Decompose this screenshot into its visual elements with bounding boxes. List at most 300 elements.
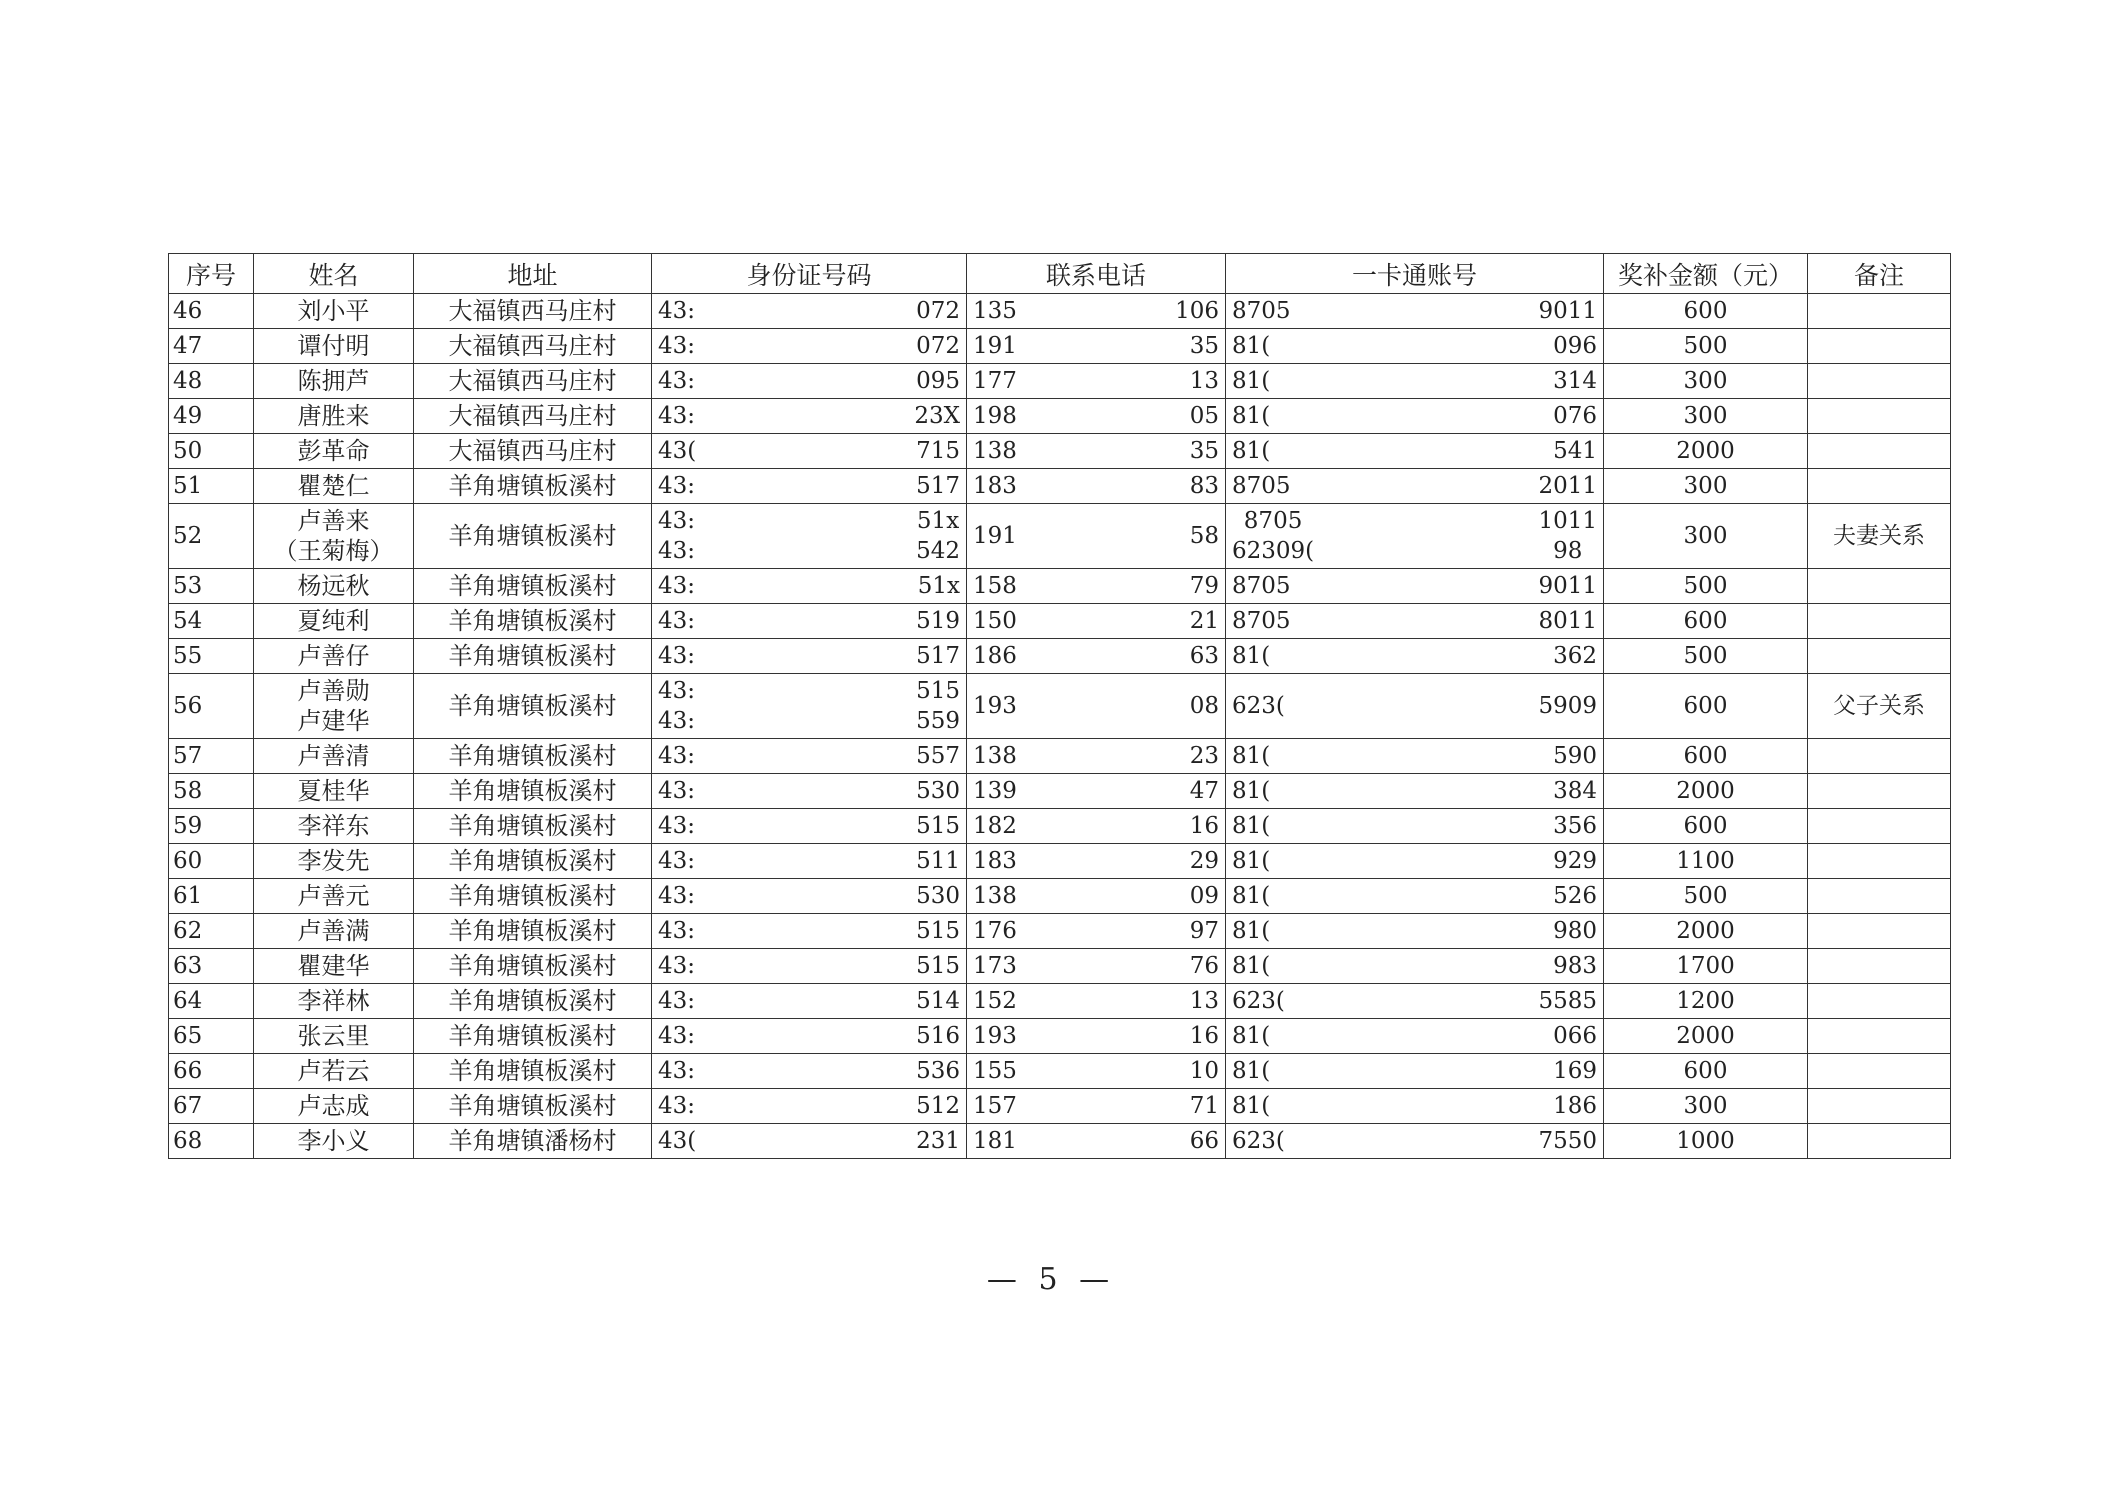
cell-id-number [652,674,967,739]
cell-id-number-wrap [652,604,966,638]
cell-name: 杨远秋 [254,569,414,604]
cell-phone-start: 138 [973,438,1017,464]
cell-amount: 1700 [1604,949,1808,984]
cell-name-2: （王菊梅） [273,537,394,565]
cell-id-number [652,984,967,1019]
cell-id-number-start: 43: [658,403,696,429]
cell-card-account-end: 980 [1553,918,1597,944]
cell-note [1808,739,1951,774]
cell-card-account-start: 81( [1232,333,1271,359]
cell-card-account [1226,879,1604,914]
cell-id-number-start: 43: [658,608,696,634]
cell-phone-start: 193 [973,1023,1017,1049]
cell-seq: 65 [169,1019,254,1054]
cell-card-account [1226,434,1604,469]
cell-seq: 55 [169,639,254,674]
cell-card-account-end [1538,506,1597,566]
cell-id-number [652,809,967,844]
cell-id-number-start: 43: [658,1058,696,1084]
cell-id-number [652,844,967,879]
cell-card-account-start: 81( [1232,1023,1271,1049]
cell-phone-wrap [967,604,1225,638]
cell-card-account-start: 81( [1232,743,1271,769]
cell-card-account-end: 541 [1553,438,1597,464]
cell-address: 羊角塘镇板溪村 [414,674,652,739]
table-row [169,914,1951,949]
cell-card-account-wrap [1226,844,1603,878]
cell-id-number-end: 515 [916,813,960,839]
cell-id-number-end-1: 515 [916,678,960,704]
cell-phone-end: 71 [1189,1093,1219,1119]
cell-phone-start: 155 [973,1058,1017,1084]
cell-phone [967,844,1226,879]
cell-note [1808,469,1951,504]
cell-id-number-end-2: 559 [916,708,960,734]
cell-card-account-end: 526 [1553,883,1597,909]
cell-card-account-start: 81( [1232,368,1271,394]
cell-phone-wrap [967,844,1225,878]
cell-amount: 2000 [1604,914,1808,949]
cell-note [1808,604,1951,639]
cell-phone-end: 76 [1189,953,1219,979]
cell-name: 李小义 [254,1124,414,1159]
cell-seq: 61 [169,879,254,914]
cell-phone [967,364,1226,399]
cell-seq: 68 [169,1124,254,1159]
cell-phone-start: 152 [973,988,1017,1014]
cell-seq: 63 [169,949,254,984]
cell-phone-wrap [967,399,1225,433]
cell-id-number [652,1054,967,1089]
cell-card-account-start: 81( [1232,1058,1271,1084]
cell-card-account-wrap [1226,639,1603,673]
cell-seq: 66 [169,1054,254,1089]
cell-id-number-end: 516 [916,1023,960,1049]
cell-card-account-start-2: 62309( [1232,538,1315,564]
cell-id-number-wrap [652,504,966,568]
cell-phone [967,809,1226,844]
cell-card-account-end: 5909 [1538,693,1597,719]
cell-phone-end: 66 [1189,1128,1219,1154]
cell-seq: 54 [169,604,254,639]
cell-phone [967,1054,1226,1089]
table-row [169,364,1951,399]
cell-id-number-start-1: 43: [658,678,696,704]
cell-phone-wrap [967,1019,1225,1053]
cell-id-number-wrap [652,1054,966,1088]
cell-card-account-wrap [1226,469,1603,503]
cell-name: 夏纯利 [254,604,414,639]
cell-phone-end: 08 [1189,693,1219,719]
cell-id-number-start: 43: [658,368,696,394]
cell-id-number-start: 43: [658,883,696,909]
cell-name: 李发先 [254,844,414,879]
cell-address: 羊角塘镇板溪村 [414,914,652,949]
cell-amount: 2000 [1604,774,1808,809]
table-row [169,1054,1951,1089]
cell-seq: 67 [169,1089,254,1124]
cell-amount: 300 [1604,504,1808,569]
cell-address: 羊角塘镇板溪村 [414,809,652,844]
cell-name: 瞿楚仁 [254,469,414,504]
cell-note: 父子关系 [1808,674,1951,739]
cell-card-account-wrap [1226,364,1603,398]
header-note: 备注 [1808,254,1951,294]
cell-id-number-start: 43( [658,438,697,464]
cell-card-account-start: 81( [1232,778,1271,804]
cell-amount: 600 [1604,1054,1808,1089]
cell-phone-start: 139 [973,778,1017,804]
cell-name: 卢善元 [254,879,414,914]
cell-amount: 600 [1604,809,1808,844]
cell-phone-start: 138 [973,883,1017,909]
cell-card-account [1226,914,1604,949]
cell-id-number-end: 072 [916,333,960,359]
cell-amount: 2000 [1604,434,1808,469]
cell-card-account [1226,674,1604,739]
cell-address: 羊角塘镇板溪村 [414,739,652,774]
cell-phone-start: 198 [973,403,1017,429]
header-name: 姓名 [254,254,414,294]
header-phone: 联系电话 [967,254,1226,294]
cell-id-number-wrap [652,399,966,433]
cell-phone [967,914,1226,949]
cell-amount: 600 [1604,739,1808,774]
cell-phone-end: 10 [1189,1058,1219,1084]
cell-card-account-end-2: 98 [1553,538,1583,564]
cell-card-account-end: 9011 [1538,298,1597,324]
cell-id-number-end: 557 [916,743,960,769]
cell-note [1808,639,1951,674]
cell-name-2: 卢建华 [297,707,370,735]
cell-id-number-start: 43: [658,988,696,1014]
cell-card-account-end: 7550 [1538,1128,1597,1154]
cell-card-account-end: 362 [1553,643,1597,669]
cell-address: 羊角塘镇板溪村 [414,879,652,914]
cell-id-number-end: 517 [916,473,960,499]
cell-amount: 300 [1604,399,1808,434]
cell-phone-wrap [967,329,1225,363]
cell-address: 羊角塘镇板溪村 [414,639,652,674]
cell-card-account-wrap [1226,914,1603,948]
cell-phone-wrap [967,879,1225,913]
cell-id-number [652,329,967,364]
cell-card-account-wrap [1226,399,1603,433]
cell-card-account [1226,639,1604,674]
cell-phone-wrap [967,504,1225,568]
cell-id-number-end [916,506,960,566]
header-row [169,254,1951,294]
cell-phone [967,879,1226,914]
cell-amount: 300 [1604,469,1808,504]
cell-id-number-wrap [652,774,966,808]
cell-name: 李祥东 [254,809,414,844]
cell-seq: 47 [169,329,254,364]
cell-card-account-start: 623( [1232,693,1285,719]
cell-id-number-start: 43: [658,643,696,669]
cell-card-account-wrap [1226,879,1603,913]
cell-card-account [1226,469,1604,504]
cell-id-number-end: 530 [916,778,960,804]
cell-id-number [652,1124,967,1159]
cell-seq: 50 [169,434,254,469]
cell-card-account [1226,809,1604,844]
cell-phone-wrap [967,1054,1225,1088]
cell-id-number-end: 530 [916,883,960,909]
cell-phone [967,504,1226,569]
cell-address: 羊角塘镇板溪村 [414,569,652,604]
table-row [169,674,1951,739]
cell-id-number-end-1: 51x [916,508,960,534]
cell-note [1808,949,1951,984]
cell-name: 陈拥芦 [254,364,414,399]
cell-name: 瞿建华 [254,949,414,984]
cell-seq: 57 [169,739,254,774]
cell-card-account-wrap [1226,809,1603,843]
cell-card-account-wrap [1226,329,1603,363]
cell-card-account [1226,364,1604,399]
cell-card-account [1226,1019,1604,1054]
cell-phone-wrap [967,294,1225,328]
cell-note [1808,844,1951,879]
cell-id-number-wrap [652,844,966,878]
table-row [169,1124,1951,1159]
cell-card-account-start-1: 8705 [1243,508,1303,534]
cell-phone [967,399,1226,434]
cell-card-account-end: 929 [1553,848,1597,874]
cell-card-account-end: 2011 [1538,473,1597,499]
cell-card-account [1226,1054,1604,1089]
cell-note [1808,879,1951,914]
cell-card-account-end: 8011 [1538,608,1597,634]
subsidy-table [168,253,1951,1159]
cell-address: 羊角塘镇板溪村 [414,1054,652,1089]
table-row [169,1019,1951,1054]
cell-card-account [1226,504,1604,569]
cell-amount: 500 [1604,329,1808,364]
cell-phone-wrap [967,914,1225,948]
cell-card-account-start: 81( [1232,813,1271,839]
table-row [169,844,1951,879]
cell-phone [967,949,1226,984]
cell-amount: 500 [1604,879,1808,914]
cell-card-account-start: 8705 [1232,608,1291,634]
cell-id-number [652,294,967,329]
cell-address: 羊角塘镇板溪村 [414,774,652,809]
cell-phone-start: 157 [973,1093,1017,1119]
cell-phone-end: 16 [1189,1023,1219,1049]
cell-id-number-start: 43: [658,333,696,359]
page-number: — 5 — [986,1262,1116,1297]
cell-card-account-wrap [1226,294,1603,328]
cell-phone-end: 29 [1189,848,1219,874]
cell-id-number-end: 514 [916,988,960,1014]
cell-phone-end: 106 [1175,298,1219,324]
cell-card-account [1226,399,1604,434]
table-row [169,949,1951,984]
cell-id-number-end: 512 [916,1093,960,1119]
cell-amount: 500 [1604,569,1808,604]
cell-card-account [1226,604,1604,639]
cell-id-number-start [658,506,695,566]
cell-id-number [652,434,967,469]
cell-phone [967,674,1226,739]
cell-card-account [1226,844,1604,879]
cell-amount: 1100 [1604,844,1808,879]
cell-phone-wrap [967,434,1225,468]
cell-id-number-start [658,676,695,736]
table-row [169,294,1951,329]
cell-amount: 600 [1604,604,1808,639]
cell-id-number-start-2: 43: [658,538,696,564]
cell-id-number-start-1: 43: [658,508,696,534]
cell-id-number-end: 715 [916,438,960,464]
table-row [169,774,1951,809]
header-id-number: 身份证号码 [652,254,967,294]
cell-phone-start: 191 [973,523,1017,549]
cell-note [1808,294,1951,329]
cell-id-number-start: 43: [658,743,696,769]
cell-phone [967,604,1226,639]
table-row [169,399,1951,434]
cell-phone-end: 13 [1189,988,1219,1014]
cell-phone-end: 23 [1189,743,1219,769]
header-card-account: 一卡通账号 [1226,254,1604,294]
cell-id-number-wrap [652,1019,966,1053]
cell-address: 羊角塘镇板溪村 [414,1089,652,1124]
cell-address: 羊角塘镇潘杨村 [414,1124,652,1159]
cell-phone-wrap [967,674,1225,738]
cell-id-number-start: 43: [658,298,696,324]
cell-id-number-end: 231 [916,1128,960,1154]
cell-id-number-start: 43: [658,573,696,599]
cell-phone-start: 183 [973,848,1017,874]
cell-id-number-end: 536 [916,1058,960,1084]
table-row [169,434,1951,469]
cell-phone-wrap [967,469,1225,503]
cell-phone [967,774,1226,809]
cell-card-account-wrap [1226,1089,1603,1123]
cell-id-number-wrap [652,739,966,773]
cell-card-account [1226,984,1604,1019]
cell-name [254,504,414,569]
cell-id-number-end: 515 [916,918,960,944]
cell-id-number-start-2: 43: [658,708,696,734]
cell-card-account-start: 81( [1232,438,1271,464]
cell-card-account-end: 066 [1553,1023,1597,1049]
cell-address: 羊角塘镇板溪村 [414,844,652,879]
cell-id-number [652,569,967,604]
cell-name [254,674,414,739]
cell-card-account-end: 5585 [1538,988,1597,1014]
cell-phone-end: 47 [1189,778,1219,804]
cell-amount: 1200 [1604,984,1808,1019]
cell-id-number-wrap [652,1089,966,1123]
cell-card-account-end: 590 [1553,743,1597,769]
cell-card-account [1226,1089,1604,1124]
cell-card-account-start: 81( [1232,643,1271,669]
cell-seq: 48 [169,364,254,399]
cell-phone-end: 63 [1189,643,1219,669]
cell-id-number-end: 095 [916,368,960,394]
cell-phone-start: 150 [973,608,1017,634]
cell-id-number [652,364,967,399]
cell-id-number-end: 23X [914,403,960,429]
cell-name: 唐胜来 [254,399,414,434]
cell-id-number [652,739,967,774]
cell-id-number-end: 517 [916,643,960,669]
cell-card-account-wrap [1226,739,1603,773]
cell-phone [967,434,1226,469]
cell-note [1808,1054,1951,1089]
cell-card-account-wrap [1226,949,1603,983]
cell-phone [967,294,1226,329]
cell-seq: 60 [169,844,254,879]
cell-card-account-end: 9011 [1538,573,1597,599]
cell-card-account-end: 076 [1553,403,1597,429]
cell-name: 彭革命 [254,434,414,469]
cell-seq: 46 [169,294,254,329]
cell-phone-end: 97 [1189,918,1219,944]
cell-id-number [652,504,967,569]
cell-note [1808,1019,1951,1054]
cell-phone-start: 176 [973,918,1017,944]
cell-id-number-start: 43: [658,1023,696,1049]
cell-id-number-start: 43: [658,473,696,499]
table-row [169,639,1951,674]
cell-note [1808,809,1951,844]
header-address: 地址 [414,254,652,294]
cell-card-account-start: 81( [1232,1093,1271,1119]
cell-phone-wrap [967,569,1225,603]
cell-phone [967,1124,1226,1159]
cell-phone-start: 158 [973,573,1017,599]
cell-phone [967,639,1226,674]
cell-note [1808,364,1951,399]
cell-note [1808,984,1951,1019]
cell-note [1808,434,1951,469]
cell-name: 卢志成 [254,1089,414,1124]
cell-name: 卢若云 [254,1054,414,1089]
cell-id-number [652,914,967,949]
cell-address: 大福镇西马庄村 [414,399,652,434]
cell-id-number-wrap [652,639,966,673]
cell-id-number-start: 43: [658,953,696,979]
cell-amount: 2000 [1604,1019,1808,1054]
cell-phone-wrap [967,639,1225,673]
cell-id-number [652,774,967,809]
cell-card-account-start: 81( [1232,883,1271,909]
cell-card-account-wrap [1226,674,1603,738]
cell-phone-start: 186 [973,643,1017,669]
table-row [169,1089,1951,1124]
cell-address: 羊角塘镇板溪村 [414,469,652,504]
cell-id-number-end: 519 [916,608,960,634]
cell-id-number-end: 51x [917,573,960,599]
cell-name: 卢善满 [254,914,414,949]
table-row [169,504,1951,569]
cell-phone-start: 183 [973,473,1017,499]
table-row [169,329,1951,364]
cell-phone-wrap [967,774,1225,808]
cell-note: 夫妻关系 [1808,504,1951,569]
cell-card-account-wrap [1226,1019,1603,1053]
cell-id-number [652,949,967,984]
cell-card-account-start: 81( [1232,848,1271,874]
cell-amount: 300 [1604,1089,1808,1124]
cell-phone-end: 79 [1189,573,1219,599]
cell-card-account [1226,949,1604,984]
